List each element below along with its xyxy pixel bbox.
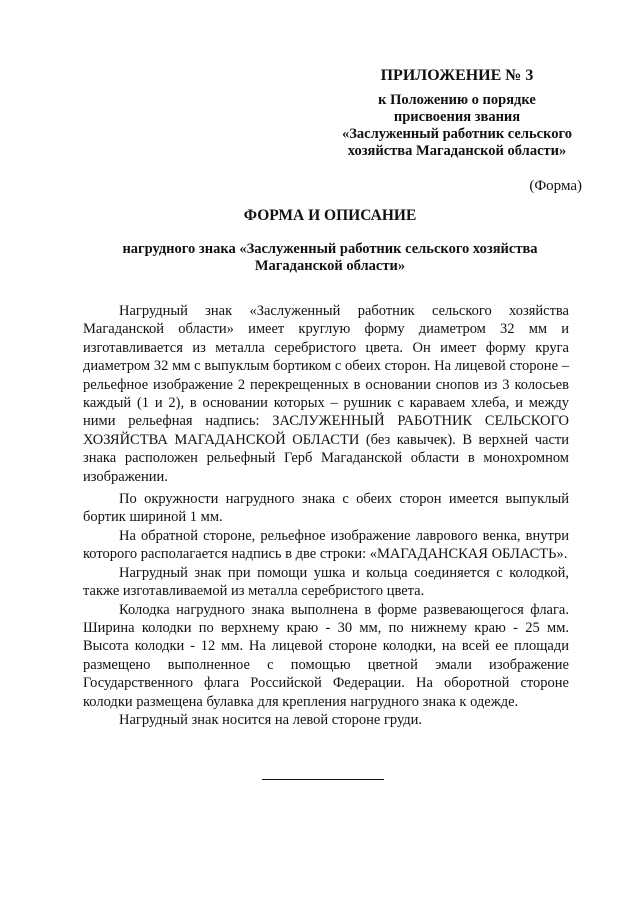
appendix-line: к Положению о порядке xyxy=(378,92,536,108)
document-body xyxy=(83,302,569,729)
subheading-line: Магаданской области» xyxy=(254,258,406,274)
appendix-block xyxy=(332,66,582,160)
form-label: (Форма) xyxy=(529,178,582,194)
end-divider xyxy=(262,779,384,780)
appendix-line: присвоения звания xyxy=(393,109,521,125)
appendix-line: хозяйства Магаданской области» xyxy=(347,143,567,159)
paragraph: Нагрудный знак при помощи ушка и кольца соединяется с колодкой, также изготавливаемой из металла серебристого цвета. xyxy=(83,564,569,600)
paragraph: По окружности нагрудного знака с обеих сторон имеется выпуклый бортик шириной 1 мм. xyxy=(83,491,569,526)
paragraph: Нагрудный знак «Заслуженный работник сельского хозяйства Магаданской области» имеет круглую форму диаметром 32 мм и изготавливается из металла серебристого цвета. Он имеет форму круга диаметром 32 мм с выпуклым бортиком с обеих сторон. На лицевой стороне – рельефное изображение 2 перекрещенных в основании снопов из 3 колосьев каждый (1 и 2), в основании которых – рушник с караваем хлеба, и между ними рельефная надпись: ЗАСЛУЖЕННЫЙ РАБОТНИК СЕЛЬСКОГО ХОЗЯЙСТВА МАГАДАНСКОЙ ОБЛАСТИ (без кавычек). В верхней части знака расположен рельефный Герб Магаданской области в монохромном изображении. xyxy=(83,303,569,485)
subheading-line: нагрудного знака «Заслуженный работник сельского хозяйства xyxy=(122,241,538,257)
paragraph: Колодка нагрудного знака выполнена в форме развевающегося флага. Ширина колодки по верхнему краю - 30 мм, по нижнему краю - 25 мм. Высота колодки - 12 мм. На лицевой стороне колодки, на всей ее площади размещено выполненное с помощью цветной эмали изображение Государственного флага Российской Федерации. На оборотной стороне колодки размещена булавка для крепления нагрудного знака к одежде. xyxy=(83,601,569,710)
appendix-title: ПРИЛОЖЕНИЕ № 3 xyxy=(380,67,534,84)
paragraph: На обратной стороне, рельефное изображение лаврового венка, внутри которого располагается надпись в две строки: «МАГАДАНСКАЯ ОБЛАСТЬ». xyxy=(83,527,569,563)
document-subheading xyxy=(100,241,560,275)
appendix-line: «Заслуженный работник сельского xyxy=(342,126,572,142)
document-heading: ФОРМА И ОПИСАНИЕ xyxy=(243,207,417,224)
paragraph: Нагрудный знак носится на левой стороне груди. xyxy=(119,711,423,728)
